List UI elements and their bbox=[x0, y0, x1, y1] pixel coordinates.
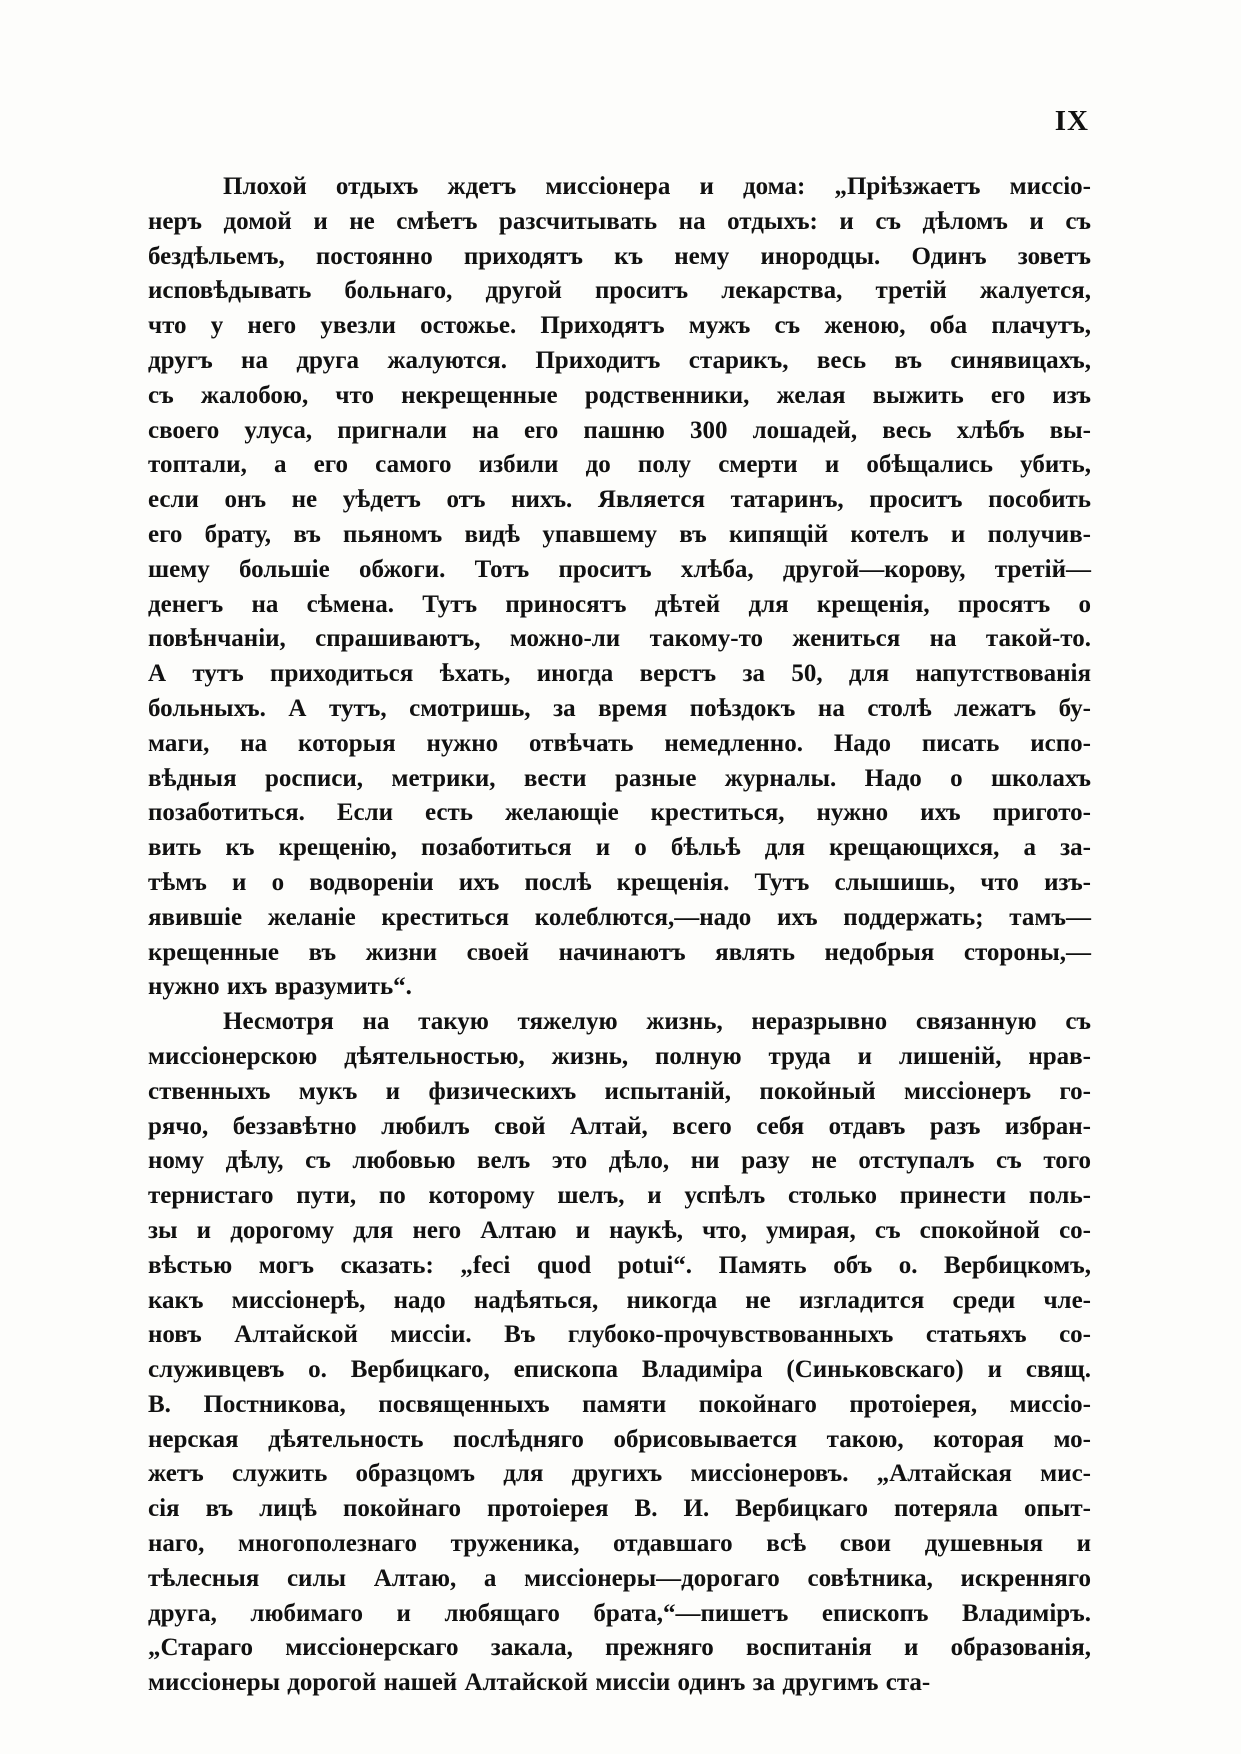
text-line: неръ домой и не смѣетъ разсчитывать на отдыхъ: и съ дѣломъ и съ bbox=[148, 207, 1091, 235]
paragraph bbox=[148, 1005, 1091, 1701]
text-line: вѣдныя росписи, метрики, вести разные журналы. Надо о школахъ bbox=[148, 764, 1091, 792]
text-line: явившіе желаніе креститься колеблются,—надо ихъ поддержать; тамъ— bbox=[148, 903, 1091, 931]
text-line: съ жалобою, что некрещенные родственники, желая выжить его изъ bbox=[148, 381, 1091, 409]
text-line: маги, на которыя нужно отвѣчать немедленно. Надо писать испо- bbox=[148, 729, 1091, 757]
paragraph bbox=[148, 170, 1091, 1005]
text-line: новъ Алтайской миссіи. Въ глубоко-прочувствованныхъ статьяхъ со- bbox=[148, 1321, 1091, 1349]
text-line: денегъ на сѣмена. Тутъ приносятъ дѣтей для крещенія, просятъ о bbox=[148, 590, 1091, 618]
text-line: нужно ихъ вразумить“. bbox=[148, 973, 412, 1001]
text-line: зы и дорогому для него Алтаю и наукѣ, что, умирая, съ спокойной со- bbox=[148, 1216, 1091, 1244]
text-line: миссіонеры дорогой нашей Алтайской миссіи одинъ за другимъ ста- bbox=[148, 1669, 931, 1697]
text-line: Несмотря на такую тяжелую жизнь, неразрывно связанную съ bbox=[223, 1008, 1091, 1036]
text-line: вѣстью могъ сказать: „feci quod potui“. Память объ о. Вербицкомъ, bbox=[148, 1251, 1091, 1279]
text-line: тѣмъ и о водвореніи ихъ послѣ крещенія. Тутъ слышишь, что изъ- bbox=[148, 868, 1091, 896]
text-line: друга, любимаго и любящаго брата,“—пишетъ епископъ Владиміръ. bbox=[148, 1599, 1091, 1627]
text-line: бездѣльемъ, постоянно приходятъ къ нему инородцы. Одинъ зоветъ bbox=[148, 242, 1091, 270]
text-line: сія въ лицѣ покойнаго протоіерея В. И. Вербицкаго потеряла опыт- bbox=[148, 1495, 1091, 1523]
text-line: позаботиться. Если есть желающіе креститься, нужно ихъ пригото- bbox=[148, 799, 1091, 827]
text-line: вить къ крещенію, позаботиться и о бѣльѣ для крещающихся, а за- bbox=[148, 834, 1091, 862]
text-line: ному дѣлу, съ любовью велъ это дѣло, ни разу не отступалъ съ того bbox=[148, 1147, 1091, 1175]
text-line: Плохой отдыхъ ждетъ миссіонера и дома: „Пріѣзжаетъ миссіо- bbox=[223, 173, 1091, 200]
text-line: ственныхъ мукъ и физическихъ испытаній, покойный миссіонеръ го- bbox=[148, 1077, 1091, 1105]
text-line: исповѣдывать больнаго, другой проситъ лекарства, третій жалуется, bbox=[148, 277, 1091, 305]
text-line: крещенные въ жизни своей начинаютъ являть недобрыя стороны,— bbox=[148, 938, 1091, 966]
text-line: его брату, въ пьяномъ видѣ упавшему въ кипящій котелъ и получив- bbox=[148, 520, 1091, 548]
text-line: своего улуса, пригнали на его пашню 300 лошадей, весь хлѣбъ вы- bbox=[148, 416, 1091, 444]
text-line: шему большіе обжоги. Тотъ проситъ хлѣба, другой—корову, третій— bbox=[148, 555, 1091, 583]
text-line: больныхъ. А тутъ, смотришь, за время поѣздокъ на столѣ лежатъ бу- bbox=[148, 694, 1091, 722]
page-body-text bbox=[148, 170, 1091, 1701]
text-line: повѣнчаніи, спрашиваютъ, можно-ли такому-то жениться на такой-то. bbox=[148, 625, 1091, 653]
text-line: какъ миссіонерѣ, надо надѣяться, никогда не изгладится среди чле- bbox=[148, 1286, 1091, 1314]
text-line: если онъ не уѣдетъ отъ нихъ. Является татаринъ, проситъ пособить bbox=[148, 486, 1091, 514]
text-line: жетъ служить образцомъ для другихъ миссіонеровъ. „Алтайская мис- bbox=[148, 1460, 1091, 1488]
text-line: тернистаго пути, по которому шелъ, и успѣлъ столько принести поль- bbox=[148, 1182, 1091, 1210]
text-line: топтали, а его самого избили до полу смерти и обѣщались убить, bbox=[148, 451, 1091, 479]
text-line: наго, многополезнаго труженика, отдавшаго всѣ свои душевныя и bbox=[148, 1530, 1091, 1558]
text-line: миссіонерскою дѣятельностью, жизнь, полную труда и лишеній, нрав- bbox=[148, 1042, 1091, 1070]
text-line: рячо, беззавѣтно любилъ свой Алтай, всего себя отдавъ разъ избран- bbox=[148, 1112, 1091, 1140]
text-line: „Стараго миссіонерскаго закала, прежняго воспитанія и образованія, bbox=[148, 1634, 1091, 1662]
text-line: В. Постникова, посвященныхъ памяти покойнаго протоіерея, миссіо- bbox=[148, 1390, 1091, 1418]
text-line: служивцевъ о. Вербицкаго, епископа Владиміра (Синьковскаго) и свящ. bbox=[148, 1356, 1091, 1384]
page-number: IX bbox=[1054, 105, 1089, 137]
text-line: нерская дѣятельность послѣдняго обрисовывается такою, которая мо- bbox=[148, 1425, 1091, 1453]
text-line: А тутъ приходиться ѣхать, иногда верстъ за 50, для напутствованія bbox=[148, 660, 1091, 688]
text-line: что у него увезли остожье. Приходятъ мужъ съ женою, оба плачутъ, bbox=[148, 312, 1091, 340]
text-line: тѣлесныя силы Алтаю, а миссіонеры—дорогаго совѣтника, искренняго bbox=[148, 1564, 1091, 1592]
text-line: другъ на друга жалуются. Приходитъ старикъ, весь въ синявицахъ, bbox=[148, 346, 1091, 374]
